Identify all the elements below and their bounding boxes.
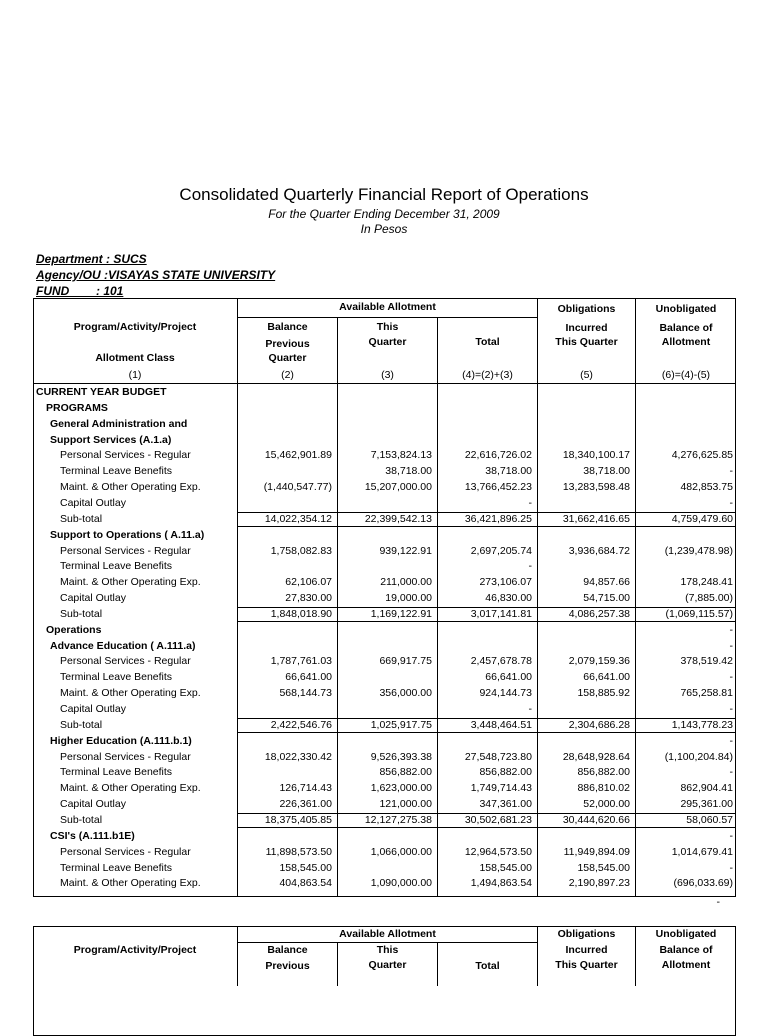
row-value: (1,440,547.77): [263, 481, 332, 494]
row-value: 27,830.00: [285, 592, 332, 605]
row-value: 126,714.43: [279, 782, 332, 795]
row-value: 1,169,122.91: [370, 607, 432, 620]
row-label: Personal Services - Regular: [60, 845, 191, 858]
row-value: 54,715.00: [583, 592, 630, 605]
row-label: Capital Outlay: [60, 798, 126, 811]
row-value: -: [729, 703, 733, 715]
row-value: 94,857.66: [583, 576, 630, 589]
row-value: (7,885.00): [685, 592, 733, 605]
row-value: 12,964,573.50: [464, 845, 532, 858]
row-value: 15,207,000.00: [364, 481, 432, 494]
row-value: -: [729, 829, 733, 842]
row-value: 1,066,000.00: [370, 845, 432, 858]
row-value: 2,457,678.78: [470, 655, 532, 668]
row-value: -: [729, 639, 733, 652]
row-label: Maint. & Other Operating Exp.: [60, 877, 201, 890]
row-value: 1,494,863.54: [470, 877, 532, 890]
row-value: 2,304,686.28: [568, 718, 630, 731]
row-value: 211,000.00: [380, 576, 432, 589]
row-value: 856,882.00: [379, 766, 432, 779]
agency-label: Agency/OU :VISAYAS STATE UNIVERSITY: [36, 268, 276, 282]
row-value: 1,090,000.00: [370, 877, 432, 890]
row-value: (1,239,478.98): [664, 544, 733, 557]
unobligated-header: Unobligated: [655, 303, 717, 315]
row-value: (696,033.69): [673, 877, 733, 890]
row-label: Support to Operations ( A.11.a): [50, 528, 205, 541]
row-value: -: [729, 623, 733, 636]
row-label: Maint. & Other Operating Exp.: [60, 481, 201, 494]
row-value: 1,749,714.43: [470, 782, 532, 795]
row-value: 9,526,393.38: [370, 750, 432, 763]
row-value: 2,422,546.76: [270, 718, 332, 731]
available-allotment-header: Available Allotment: [339, 301, 436, 313]
row-label: Capital Outlay: [60, 496, 126, 509]
column-number-2: (2): [281, 369, 294, 381]
row-value: 295,361.00: [680, 798, 733, 811]
row-label: Operations: [46, 623, 102, 636]
row-label: General Administration and: [50, 417, 188, 430]
row-value: 765,258.81: [680, 687, 733, 700]
row-value: -: [528, 496, 532, 509]
row-label: Terminal Leave Benefits: [60, 861, 173, 874]
row-label: Support Services (A.1.a): [50, 433, 172, 446]
row-value: 226,361.00: [279, 798, 332, 811]
row-value: 62,106.07: [285, 576, 332, 589]
row-value: 66,641.00: [285, 671, 332, 684]
row-label: CURRENT YEAR BUDGET: [36, 386, 167, 398]
row-value: 404,863.54: [279, 877, 332, 890]
row-label: Personal Services - Regular: [60, 655, 191, 668]
row-label: Sub-total: [60, 718, 103, 731]
report-subtitle: For the Quarter Ending December 31, 2009: [268, 207, 500, 221]
row-value: 36,421,896.25: [464, 512, 532, 525]
trailing-dash: -: [716, 896, 720, 908]
total-header: Total: [475, 336, 500, 348]
row-value: 178,248.41: [680, 576, 733, 589]
row-value: 2,079,159.36: [568, 655, 630, 668]
row-value: 1,025,917.75: [370, 718, 432, 731]
row-value: 856,882.00: [577, 766, 630, 779]
row-value: 1,623,000.00: [370, 782, 432, 795]
row-value: 14,022,354.12: [264, 512, 332, 525]
row-value: 13,766,452.23: [464, 481, 532, 494]
header-divider: [238, 317, 537, 318]
row-label: Sub-total: [60, 813, 103, 826]
row-label: Maint. & Other Operating Exp.: [60, 782, 201, 795]
row-value: 121,000.00: [379, 798, 432, 811]
row-value: 158,545.00: [279, 861, 332, 874]
column-number-3: (3): [381, 369, 394, 381]
subtotal-rule: [238, 621, 736, 622]
row-value: 11,898,573.50: [265, 845, 332, 858]
row-label: PROGRAMS: [46, 401, 108, 414]
row-value: 856,882.00: [479, 766, 532, 779]
row-value: 19,000.00: [385, 592, 432, 605]
row-value: 4,276,625.85: [671, 449, 733, 462]
row-label: Terminal Leave Benefits: [60, 766, 173, 779]
subtotal-rule: [238, 718, 736, 719]
row-value: -: [528, 703, 532, 715]
row-value: 886,810.02: [577, 782, 630, 795]
row-value: 158,545.00: [577, 861, 630, 874]
subtotal-rule: [238, 607, 736, 608]
row-value: 27,548,723.80: [464, 750, 532, 763]
fund-label: FUND : 101: [36, 284, 124, 298]
program-header: Program/Activity/Project: [73, 321, 197, 333]
row-value: 30,502,681.23: [464, 813, 532, 826]
row-label: Capital Outlay: [60, 592, 126, 605]
row-label: Maint. & Other Operating Exp.: [60, 576, 201, 589]
row-value: 158,545.00: [479, 861, 532, 874]
row-value: 18,375,405.85: [264, 813, 332, 826]
row-value: 58,060.57: [686, 813, 733, 826]
row-value: 1,143,778.23: [671, 718, 733, 731]
report-title: Consolidated Quarterly Financial Report of Operations: [179, 185, 589, 204]
row-value: 28,648,928.64: [562, 750, 630, 763]
subtotal-rule: [238, 813, 736, 814]
row-value: -: [729, 496, 733, 509]
row-value: 3,448,464.51: [470, 718, 532, 731]
row-value: 3,017,141.81: [470, 607, 532, 620]
row-label: Personal Services - Regular: [60, 750, 191, 763]
row-value: 568,144.73: [279, 687, 332, 700]
row-value: -: [729, 671, 733, 684]
row-value: 158,885.92: [577, 687, 630, 700]
row-label: Terminal Leave Benefits: [60, 560, 173, 573]
column-number-4: (4)=(2)+(3): [462, 369, 513, 381]
row-label: Capital Outlay: [60, 703, 126, 715]
column-number-6: (6)=(4)-(5): [661, 369, 711, 381]
row-value: 22,616,726.02: [464, 449, 532, 462]
subtotal-rule: [238, 526, 736, 527]
department-label: Department : SUCS: [36, 252, 147, 266]
row-label: Sub-total: [60, 512, 103, 525]
row-value: 7,153,824.13: [370, 449, 432, 462]
subtotal-rule: [238, 827, 736, 828]
row-value: 1,848,018.90: [270, 607, 332, 620]
column-number-1: (1): [128, 369, 142, 381]
row-value: 2,697,205.74: [470, 544, 532, 557]
row-label: Terminal Leave Benefits: [60, 671, 173, 684]
row-label: Maint. & Other Operating Exp.: [60, 687, 201, 700]
row-value: 30,444,620.66: [562, 813, 630, 826]
row-value: -: [729, 861, 733, 874]
row-value: 2,190,897.23: [568, 877, 630, 890]
row-value: 378,519.42: [680, 655, 733, 668]
row-value: 669,917.75: [379, 655, 432, 668]
row-value: 12,127,275.38: [364, 813, 432, 826]
row-value: 31,662,416.65: [562, 512, 630, 525]
row-value: 38,718.00: [583, 465, 630, 478]
row-value: 1,014,679.41: [671, 845, 733, 858]
row-value: -: [528, 560, 532, 573]
row-value: (1,069,115.57): [665, 607, 733, 620]
subtotal-rule: [238, 732, 736, 733]
row-value: 38,718.00: [385, 465, 432, 478]
row-value: 11,949,894.09: [563, 845, 630, 858]
row-value: 273,106.07: [479, 576, 532, 589]
row-label: Higher Education (A.111.b.1): [50, 734, 192, 747]
row-value: 15,462,901.89: [264, 449, 332, 462]
row-label: Terminal Leave Benefits: [60, 465, 173, 478]
row-value: 482,853.75: [680, 481, 733, 494]
row-value: -: [729, 465, 733, 478]
row-value: 38,718.00: [485, 465, 532, 478]
obligations-header: Obligations: [557, 303, 616, 315]
row-value: 22,399,542.13: [364, 512, 432, 525]
row-value: 3,936,684.72: [568, 544, 630, 557]
row-value: 52,000.00: [583, 798, 630, 811]
row-value: 13,283,598.48: [562, 481, 630, 494]
row-label: CSI's (A.111.b1E): [50, 829, 135, 842]
currency-note: In Pesos: [360, 222, 408, 236]
row-value: 18,340,100.17: [562, 449, 630, 462]
row-value: 4,759,479.60: [671, 512, 733, 525]
row-value: 862,904.41: [680, 782, 733, 795]
row-value: -: [729, 734, 733, 747]
allotment-class-header: Allotment Class: [95, 352, 175, 364]
row-value: 1,787,761.03: [270, 655, 332, 668]
subtotal-rule: [238, 512, 736, 513]
column-number-5: (5): [580, 369, 593, 381]
row-value: 18,022,330.42: [264, 750, 332, 763]
row-value: -: [729, 766, 733, 779]
row-value: 4,086,257.38: [568, 607, 630, 620]
row-label: Personal Services - Regular: [60, 544, 191, 557]
header-bottom-line: [33, 383, 736, 384]
row-value: 924,144.73: [479, 687, 532, 700]
row-value: 66,641.00: [583, 671, 630, 684]
row-label: Sub-total: [60, 607, 103, 620]
row-value: (1,100,204.84): [664, 750, 733, 763]
row-value: 1,758,082.83: [270, 544, 332, 557]
row-label: Personal Services - Regular: [60, 449, 191, 462]
row-label: Advance Education ( A.111.a): [50, 639, 196, 652]
row-value: 66,641.00: [485, 671, 532, 684]
row-value: 356,000.00: [379, 687, 432, 700]
row-value: 347,361.00: [479, 798, 532, 811]
row-value: 939,122.91: [379, 544, 432, 557]
row-value: 46,830.00: [485, 592, 532, 605]
